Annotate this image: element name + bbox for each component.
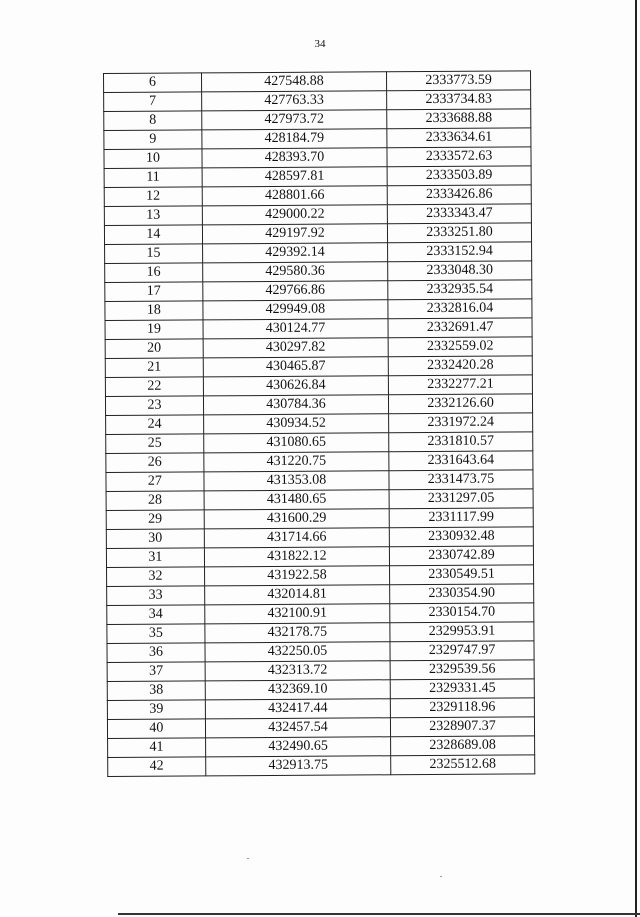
- y-coordinate-cell: 2333773.59: [387, 71, 531, 91]
- table-row: [105, 261, 532, 283]
- x-coordinate-cell: 429949.08: [203, 300, 388, 320]
- table-row: [105, 356, 532, 378]
- table-row: [106, 527, 533, 549]
- y-coordinate-cell: 2331810.57: [389, 432, 533, 452]
- page-number: 34: [314, 38, 326, 50]
- point-number-cell: 37: [107, 662, 205, 682]
- page-edge: [635, 0, 637, 917]
- x-coordinate-cell: 428801.66: [202, 186, 387, 206]
- table-row: [105, 337, 532, 359]
- table-row: [104, 185, 531, 207]
- y-coordinate-cell: 2331643.64: [389, 451, 533, 471]
- y-coordinate-cell: 2328907.37: [391, 717, 535, 737]
- table-row: [104, 109, 531, 131]
- point-number-cell: 16: [105, 263, 203, 283]
- y-coordinate-cell: 2331297.05: [389, 489, 533, 509]
- x-coordinate-cell: 432913.75: [206, 756, 391, 776]
- x-coordinate-cell: 430124.77: [203, 319, 388, 339]
- x-coordinate-cell: 430465.87: [203, 357, 388, 377]
- x-coordinate-cell: 432457.54: [205, 718, 390, 738]
- x-coordinate-cell: 428393.70: [202, 148, 387, 168]
- y-coordinate-cell: 2329747.97: [390, 641, 534, 661]
- y-coordinate-cell: 2332816.04: [388, 299, 532, 319]
- y-coordinate-cell: 2329539.56: [390, 660, 534, 680]
- x-coordinate-cell: 427548.88: [201, 72, 386, 92]
- y-coordinate-cell: 2328689.08: [391, 736, 535, 756]
- point-number-cell: 15: [105, 244, 203, 264]
- y-coordinate-cell: 2333152.94: [388, 242, 532, 262]
- point-number-cell: 22: [105, 377, 203, 397]
- x-coordinate-cell: 431220.75: [204, 452, 389, 472]
- table-row: [104, 128, 531, 150]
- table-row: [107, 679, 534, 701]
- table-row: [107, 603, 534, 625]
- point-number-cell: 23: [105, 396, 203, 416]
- table-row: [104, 204, 531, 226]
- y-coordinate-cell: 2331473.75: [389, 470, 533, 490]
- x-coordinate-cell: 429392.14: [202, 243, 387, 263]
- point-number-cell: 34: [107, 605, 205, 625]
- x-coordinate-cell: 432100.91: [205, 604, 390, 624]
- point-number-cell: 20: [105, 339, 203, 359]
- table-row: [108, 755, 535, 777]
- table-row: [106, 508, 533, 530]
- table-row: [105, 280, 532, 302]
- scan-speck: [247, 858, 249, 859]
- x-coordinate-cell: 427973.72: [202, 110, 387, 130]
- point-number-cell: 26: [106, 453, 204, 473]
- table-row: [107, 622, 534, 644]
- point-number-cell: 9: [104, 130, 202, 150]
- x-coordinate-cell: 429580.36: [202, 262, 387, 282]
- y-coordinate-cell: 2332420.28: [388, 356, 532, 376]
- y-coordinate-cell: 2333343.47: [387, 204, 531, 224]
- table-row: [105, 299, 532, 321]
- y-coordinate-cell: 2330154.70: [390, 603, 534, 623]
- y-coordinate-cell: 2332559.02: [388, 337, 532, 357]
- point-number-cell: 18: [105, 301, 203, 321]
- table-row: [107, 565, 534, 587]
- table-row: [106, 489, 533, 511]
- y-coordinate-cell: 2330354.90: [390, 584, 534, 604]
- table-row: [107, 641, 534, 663]
- y-coordinate-cell: 2330549.51: [390, 565, 534, 585]
- table-row: [106, 470, 533, 492]
- point-number-cell: 10: [104, 149, 202, 169]
- table-row: [104, 71, 531, 93]
- y-coordinate-cell: 2330932.48: [389, 527, 533, 547]
- y-coordinate-cell: 2333634.61: [387, 128, 531, 148]
- point-number-cell: 6: [104, 73, 202, 93]
- y-coordinate-cell: 2333734.83: [387, 90, 531, 110]
- point-number-cell: 36: [107, 643, 205, 663]
- point-number-cell: 8: [104, 111, 202, 131]
- y-coordinate-cell: 2329118.96: [390, 698, 534, 718]
- x-coordinate-cell: 427763.33: [201, 91, 386, 111]
- point-number-cell: 38: [107, 681, 205, 701]
- x-coordinate-cell: 428184.79: [202, 129, 387, 149]
- table-row: [104, 223, 531, 245]
- point-number-cell: 33: [107, 586, 205, 606]
- y-coordinate-cell: 2333503.89: [387, 166, 531, 186]
- table-row: [106, 413, 533, 435]
- table-row: [107, 660, 534, 682]
- y-coordinate-cell: 2330742.89: [389, 546, 533, 566]
- y-coordinate-cell: 2325512.68: [391, 755, 535, 775]
- table-row: [106, 432, 533, 454]
- y-coordinate-cell: 2332935.54: [388, 280, 532, 300]
- point-number-cell: 42: [108, 757, 206, 777]
- x-coordinate-cell: 431080.65: [204, 433, 389, 453]
- scan-speck: [440, 876, 442, 877]
- x-coordinate-cell: 430297.82: [203, 338, 388, 358]
- coordinate-table: [103, 70, 535, 777]
- y-coordinate-cell: 2331972.24: [389, 413, 533, 433]
- x-coordinate-cell: 432178.75: [205, 623, 390, 643]
- table-row: [106, 546, 533, 568]
- point-number-cell: 19: [105, 320, 203, 340]
- point-number-cell: 41: [108, 738, 206, 758]
- table-row: [107, 717, 534, 739]
- x-coordinate-cell: 432014.81: [204, 585, 389, 605]
- table-row: [104, 147, 531, 169]
- x-coordinate-cell: 430626.84: [203, 376, 388, 396]
- point-number-cell: 39: [107, 700, 205, 720]
- x-coordinate-cell: 432250.05: [205, 642, 390, 662]
- point-number-cell: 28: [106, 491, 204, 511]
- table-row: [107, 584, 534, 606]
- point-number-cell: 14: [104, 225, 202, 245]
- x-coordinate-cell: 429000.22: [202, 205, 387, 225]
- y-coordinate-cell: 2329953.91: [390, 622, 534, 642]
- x-coordinate-cell: 431600.29: [204, 509, 389, 529]
- x-coordinate-cell: 429197.92: [202, 224, 387, 244]
- table-row: [104, 166, 531, 188]
- x-coordinate-cell: 432490.65: [205, 737, 390, 757]
- table-body: [104, 71, 535, 777]
- table-row: [107, 698, 534, 720]
- x-coordinate-cell: 431714.66: [204, 528, 389, 548]
- x-coordinate-cell: 432313.72: [205, 661, 390, 681]
- table-row: [105, 394, 532, 416]
- table-row: [104, 90, 531, 112]
- y-coordinate-cell: 2329331.45: [390, 679, 534, 699]
- point-number-cell: 29: [106, 510, 204, 530]
- point-number-cell: 11: [104, 168, 202, 188]
- y-coordinate-cell: 2333572.63: [387, 147, 531, 167]
- x-coordinate-cell: 431822.12: [204, 547, 389, 567]
- x-coordinate-cell: 431353.08: [204, 471, 389, 491]
- y-coordinate-cell: 2332277.21: [388, 375, 532, 395]
- table-row: [106, 451, 533, 473]
- x-coordinate-cell: 429766.86: [203, 281, 388, 301]
- table-row: [105, 375, 532, 397]
- point-number-cell: 7: [104, 92, 202, 112]
- point-number-cell: 35: [107, 624, 205, 644]
- y-coordinate-cell: 2333688.88: [387, 109, 531, 129]
- x-coordinate-cell: 431480.65: [204, 490, 389, 510]
- point-number-cell: 25: [106, 434, 204, 454]
- y-coordinate-cell: 2331117.99: [389, 508, 533, 528]
- y-coordinate-cell: 2333048.30: [388, 261, 532, 281]
- scan-edge-line: [118, 913, 640, 915]
- point-number-cell: 21: [105, 358, 203, 378]
- x-coordinate-cell: 430934.52: [203, 414, 388, 434]
- point-number-cell: 17: [105, 282, 203, 302]
- point-number-cell: 31: [106, 548, 204, 568]
- y-coordinate-cell: 2332691.47: [388, 318, 532, 338]
- table-row: [108, 736, 535, 758]
- point-number-cell: 24: [106, 415, 204, 435]
- point-number-cell: 12: [104, 187, 202, 207]
- point-number-cell: 13: [104, 206, 202, 226]
- y-coordinate-cell: 2332126.60: [389, 394, 533, 414]
- x-coordinate-cell: 432417.44: [205, 699, 390, 719]
- x-coordinate-cell: 428597.81: [202, 167, 387, 187]
- point-number-cell: 40: [107, 719, 205, 739]
- x-coordinate-cell: 430784.36: [203, 395, 388, 415]
- point-number-cell: 27: [106, 472, 204, 492]
- table-row: [105, 242, 532, 264]
- x-coordinate-cell: 431922.58: [204, 566, 389, 586]
- point-number-cell: 30: [106, 529, 204, 549]
- table-row: [105, 318, 532, 340]
- y-coordinate-cell: 2333426.86: [387, 185, 531, 205]
- point-number-cell: 32: [107, 567, 205, 587]
- x-coordinate-cell: 432369.10: [205, 680, 390, 700]
- y-coordinate-cell: 2333251.80: [387, 223, 531, 243]
